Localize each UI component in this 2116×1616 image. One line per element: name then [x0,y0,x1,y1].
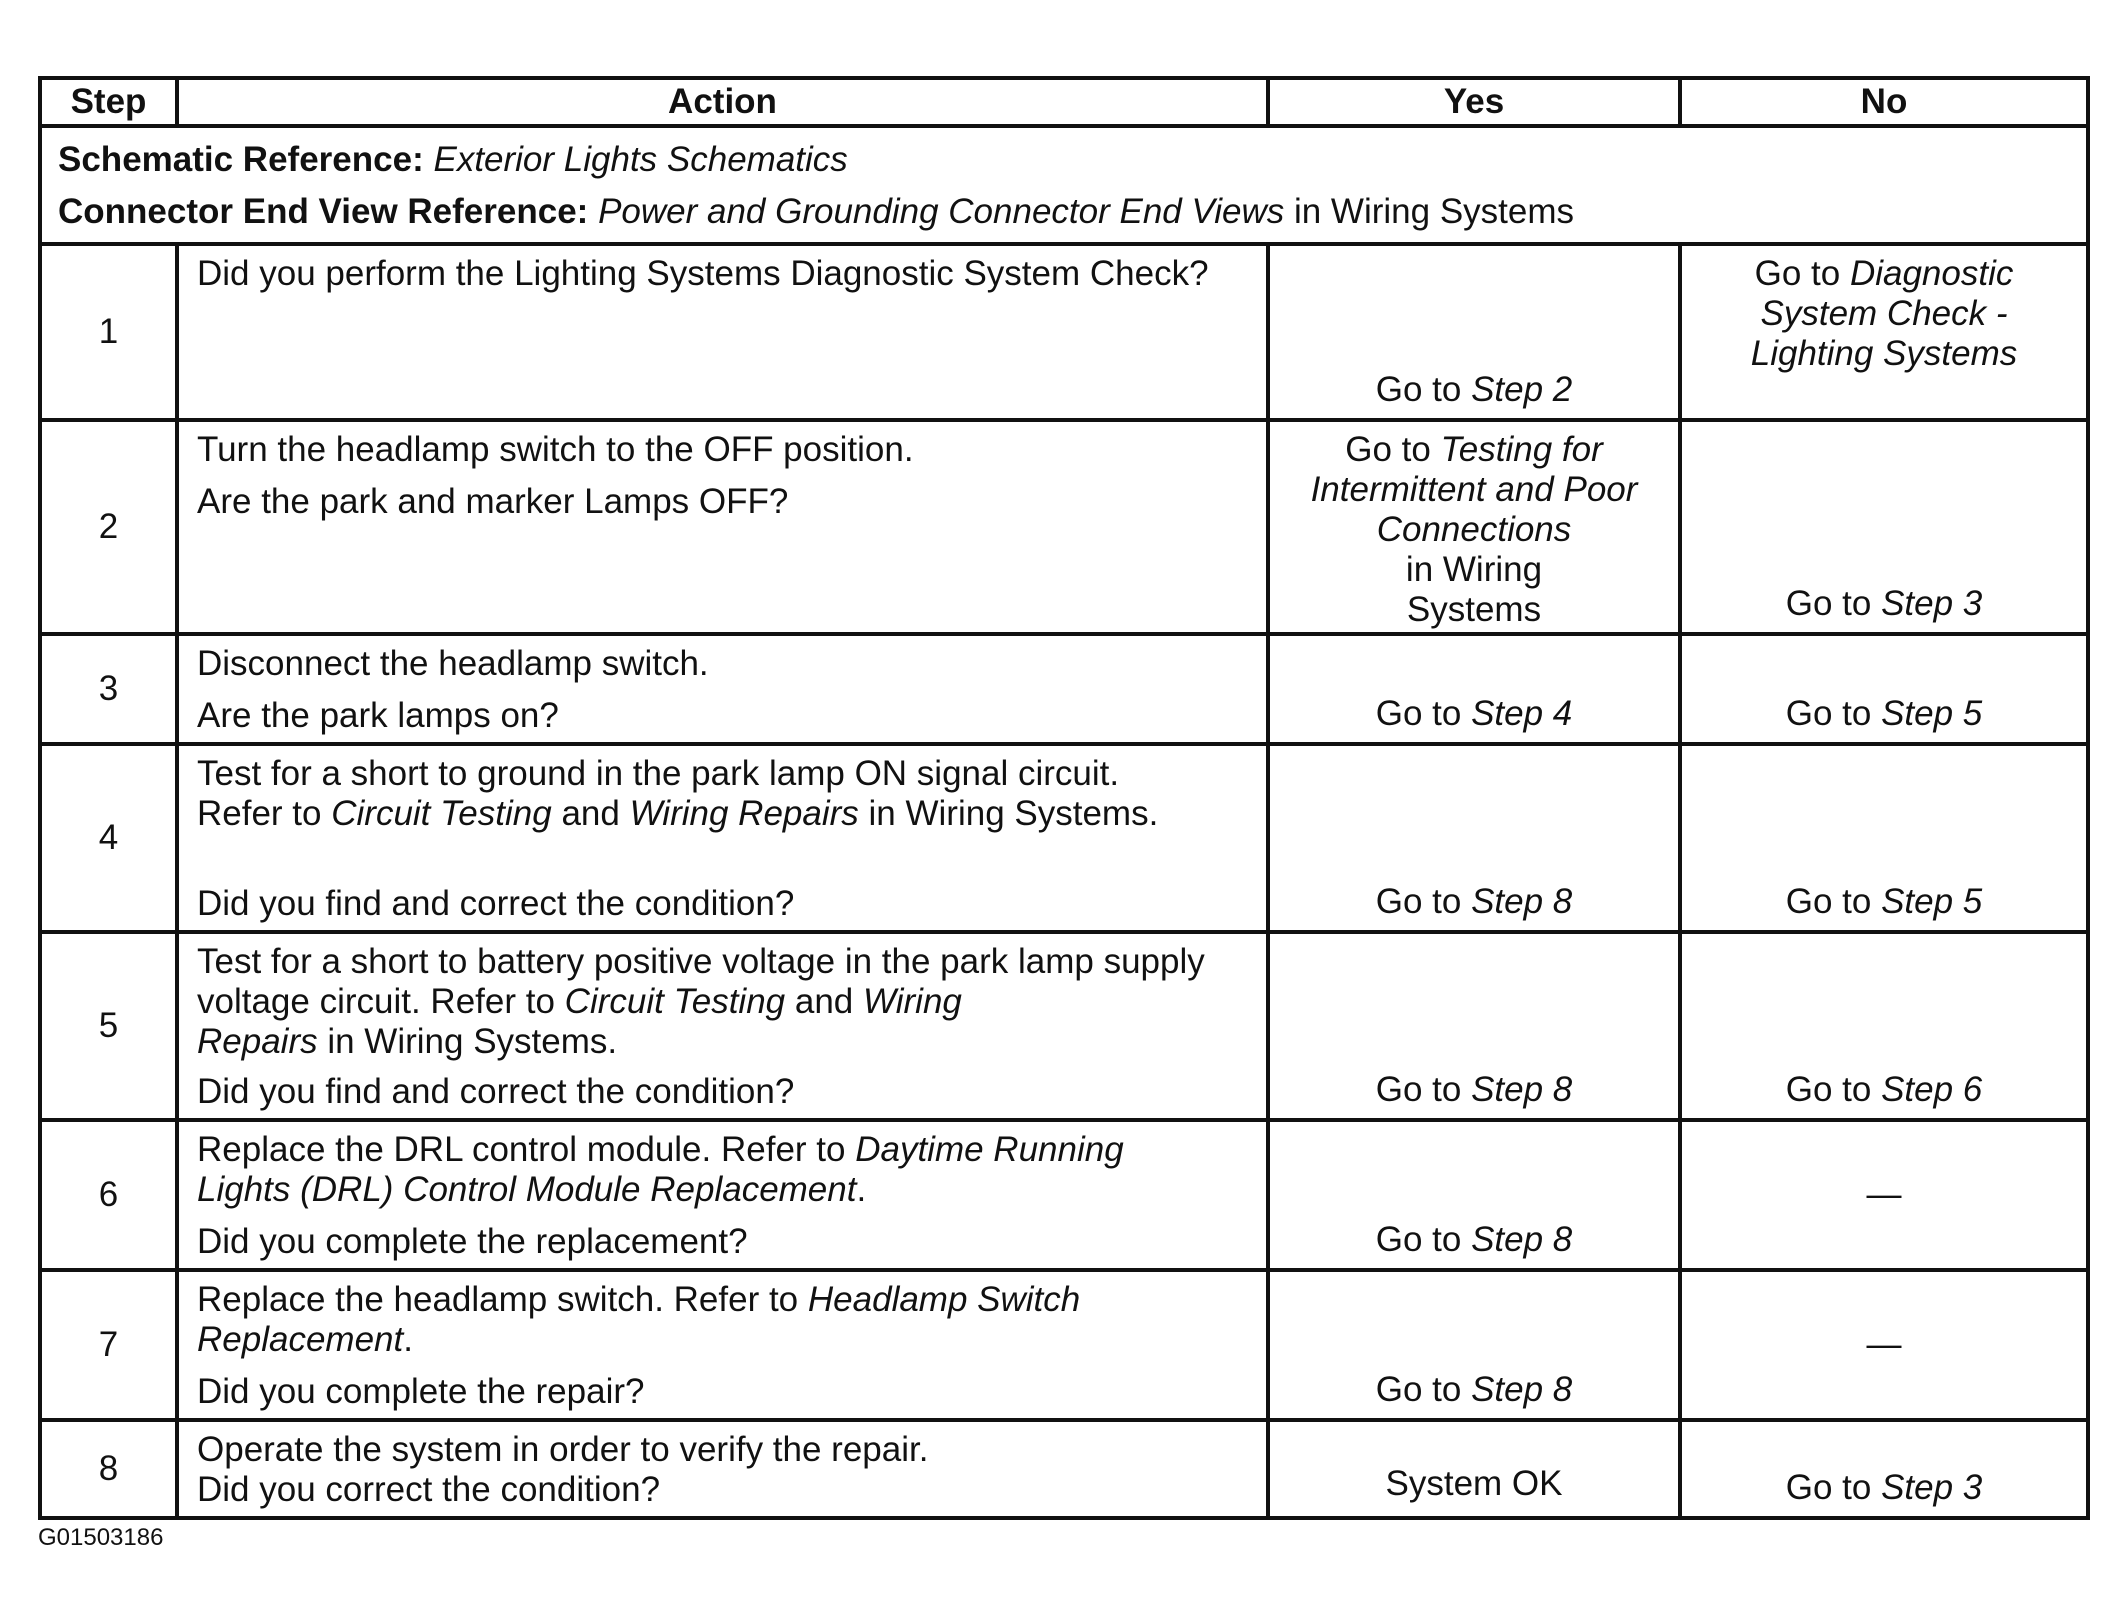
yes-prefix: Go to [1345,430,1431,469]
yes-cell [1268,1420,1680,1518]
no-link[interactable]: Step 3 [1881,1468,1983,1507]
action-cell [177,1420,1268,1518]
action-text: Operate the system in order to verify the repair. [197,1430,929,1469]
action-question: Did you complete the repair? [197,1372,645,1411]
yes-link[interactable]: Step 8 [1471,882,1573,921]
action-cell [177,1270,1268,1420]
action-text: Did you perform the Lighting Systems Diagnostic System Check? [197,254,1209,293]
action-text: Test for a short to battery positive voltage in the park lamp supply [197,942,1205,981]
no-prefix: Go to [1785,1070,1872,1109]
no-cell [1680,1420,2088,1518]
action-text: Test for a short to ground in the park lamp ON signal circuit. [197,754,1120,793]
header-action: Action [177,78,1268,126]
action-question: Did you complete the replacement? [197,1222,748,1261]
action-cell [177,932,1268,1120]
yes-prefix: Go to [1375,1220,1462,1259]
step-number: 3 [40,634,177,744]
schematic-reference-link[interactable]: Exterior Lights Schematics [433,140,848,179]
action-cell [177,244,1268,420]
yes-prefix: Go to [1375,1370,1462,1409]
yes-suffix: in Wiring [1405,550,1543,589]
step-number: 8 [40,1420,177,1518]
step-number: 2 [40,420,177,634]
connector-reference-label: Connector End View Reference: [58,192,589,231]
no-cell [1680,634,2088,744]
step-number: 5 [40,932,177,1120]
no-link[interactable]: Step 6 [1881,1070,1983,1109]
table-row [40,1270,2088,1420]
action-cell [177,744,1268,932]
table-row [40,1420,2088,1518]
figure-id: G01503186 [38,1524,164,1551]
yes-link[interactable]: Intermittent and Poor [1310,470,1638,509]
no-cell [1680,1270,2088,1420]
yes-suffix: Systems [1406,590,1542,629]
action-text: Turn the headlamp switch to the OFF position. [197,430,914,469]
yes-prefix: Go to [1375,370,1462,409]
action-reference [197,1130,1248,1170]
yes-link[interactable]: Step 2 [1471,370,1573,409]
no-dash: — [1866,1175,1902,1214]
schematic-reference-label: Schematic Reference: [58,140,424,179]
no-link[interactable]: Step 3 [1881,584,1983,623]
table-row [40,634,2088,744]
yes-cell [1268,744,1680,932]
action-reference [197,794,1248,834]
yes-cell [1268,932,1680,1120]
header-no: No [1680,78,2088,126]
no-cell [1680,932,2088,1120]
action-question: Did you correct the condition? [197,1470,661,1509]
no-link[interactable]: Lighting Systems [1750,334,2018,373]
action-text-fragment: and [794,982,854,1021]
action-question: Are the park and marker Lamps OFF? [197,482,789,521]
connector-reference-link[interactable]: Power and Grounding Connector End Views [598,192,1285,231]
table-row [40,1120,2088,1270]
yes-link[interactable]: Step 8 [1471,1070,1573,1109]
table-row [40,420,2088,634]
yes-cell [1268,634,1680,744]
yes-prefix: Go to [1375,882,1462,921]
action-cell [177,420,1268,634]
action-text-fragment: Refer to [197,794,322,833]
no-link[interactable]: System Check - [1760,294,2008,333]
headlamp-switch-replacement-link[interactable]: Headlamp Switch [807,1280,1081,1319]
action-reference [197,1320,1248,1360]
headlamp-switch-replacement-link[interactable]: Replacement [197,1320,404,1359]
drl-module-replacement-link[interactable]: Lights (DRL) Control Module Replacement [197,1170,857,1209]
yes-link[interactable]: Step 8 [1471,1220,1573,1259]
header-step: Step [40,78,177,126]
action-text-fragment: and [561,794,620,833]
step-number: 6 [40,1120,177,1270]
wiring-repairs-link[interactable]: Wiring Repairs [629,794,859,833]
action-reference [197,982,1248,1022]
reference-cell [40,126,2088,244]
yes-cell [1268,1120,1680,1270]
yes-link[interactable]: Testing for [1440,430,1603,469]
action-text: Disconnect the headlamp switch. [197,644,709,683]
header-row [40,78,2088,126]
yes-link[interactable]: Connections [1376,510,1572,549]
no-prefix: Go to [1754,254,1841,293]
action-text-fragment: voltage circuit. Refer to [197,982,555,1021]
no-cell [1680,244,2088,420]
action-reference [197,1280,1248,1320]
no-link[interactable]: Step 5 [1881,882,1983,921]
wiring-repairs-link[interactable]: Repairs [197,1022,318,1061]
action-text-fragment: Replace the DRL control module. Refer to [197,1130,846,1169]
yes-cell [1268,1270,1680,1420]
yes-cell [1268,420,1680,634]
step-number: 7 [40,1270,177,1420]
action-reference [197,1170,1248,1210]
yes-result: System OK [1385,1464,1563,1503]
table-row [40,932,2088,1120]
connector-reference [58,186,2070,238]
action-text-fragment: Replace the headlamp switch. Refer to [197,1280,799,1319]
diagnostic-table [38,76,2090,1520]
step-number: 4 [40,744,177,932]
drl-module-replacement-link[interactable]: Daytime Running [855,1130,1124,1169]
circuit-testing-link[interactable]: Circuit Testing [564,982,786,1021]
action-cell [177,634,1268,744]
action-reference [197,1022,1248,1062]
no-cell [1680,420,2088,634]
no-prefix: Go to [1785,694,1872,733]
action-cell [177,1120,1268,1270]
action-text-fragment: in Wiring Systems. [868,794,1159,833]
no-prefix: Go to [1785,1468,1872,1507]
action-text-fragment: . [403,1320,413,1359]
no-prefix: Go to [1785,584,1872,623]
yes-prefix: Go to [1375,1070,1462,1109]
action-question: Did you find and correct the condition? [197,884,795,923]
schematic-reference [58,134,2070,186]
yes-prefix: Go to [1375,694,1462,733]
reference-row [40,126,2088,244]
no-prefix: Go to [1785,882,1872,921]
table-row [40,244,2088,420]
no-cell [1680,1120,2088,1270]
action-question: Are the park lamps on? [197,696,559,735]
yes-link[interactable]: Step 4 [1471,694,1573,733]
action-text-fragment: in Wiring Systems. [327,1022,618,1061]
no-link[interactable]: Step 5 [1881,694,1983,733]
connector-reference-suffix: in Wiring Systems [1293,192,1575,231]
yes-cell [1268,244,1680,420]
yes-link[interactable]: Step 8 [1471,1370,1573,1409]
header-yes: Yes [1268,78,1680,126]
wiring-repairs-link[interactable]: Wiring [863,982,962,1021]
circuit-testing-link[interactable]: Circuit Testing [331,794,552,833]
no-link[interactable]: Diagnostic [1849,254,2014,293]
step-number: 1 [40,244,177,420]
no-cell [1680,744,2088,932]
action-question: Did you find and correct the condition? [197,1072,795,1111]
action-text-fragment: . [856,1170,867,1209]
table-row [40,744,2088,932]
no-dash: — [1866,1325,1902,1364]
